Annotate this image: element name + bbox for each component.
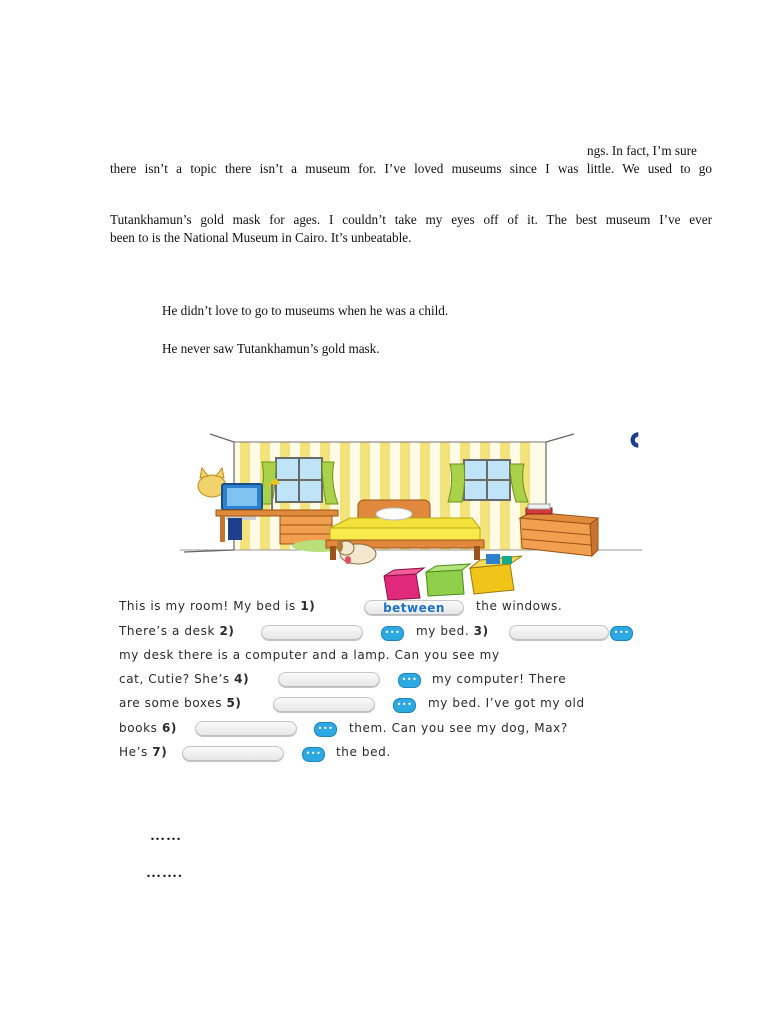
blank-number: 1) (300, 599, 316, 613)
dresser-illustration (520, 504, 598, 556)
bedroom-illustration (180, 428, 642, 600)
statement-1: He didn’t love to go to museums when he was a child. (162, 303, 449, 318)
answer-blank-4[interactable] (278, 672, 380, 688)
exercise-line-1b: the windows. (476, 599, 563, 613)
statement-2: He never saw Tutankhamun’s gold mask. (162, 341, 380, 356)
ellipsis-1: …… (150, 828, 182, 844)
passage-line-1: there isn’t a topic there isn’t a museum for. I’ve loved museums since I was little. We used to go (110, 161, 712, 176)
answer-blank-6[interactable] (195, 721, 297, 737)
answer-blank-1[interactable]: between (364, 600, 464, 616)
blank-number: 3) (473, 624, 489, 638)
blank-number: 4) (234, 672, 250, 686)
exercise-line-4 (119, 672, 249, 686)
passage-line-2: Tutankhamun’s gold mask for ages. I couldn’t take my eyes off of it. The best museum I’ve ever (110, 212, 712, 227)
passage-line-3: been to is the National Museum in Cairo. It’s unbeatable. (110, 230, 412, 245)
left-window (258, 458, 338, 504)
boxes-illustration (384, 554, 522, 600)
exercise-line-2b (416, 624, 489, 638)
ellipsis-2: ……. (146, 865, 183, 881)
audio-button-7[interactable]: ••• (302, 747, 325, 762)
exercise-line-7b: the bed. (336, 745, 391, 759)
blank-number: 7) (152, 745, 168, 759)
speaker-icon (628, 430, 640, 450)
exercise-line-7 (119, 745, 167, 759)
exercise-text: are some boxes (119, 696, 223, 710)
audio-button-4[interactable]: ••• (398, 673, 421, 688)
exercise-line-1 (119, 599, 315, 613)
audio-button-5[interactable]: ••• (393, 698, 416, 713)
exercise-line-5 (119, 696, 242, 710)
blank-number: 5) (226, 696, 242, 710)
exercise-line-5b: my bed. I’ve got my old (428, 696, 585, 710)
audio-button-2[interactable]: ••• (381, 626, 404, 641)
right-window (448, 460, 528, 502)
exercise-text: This is my room! My bed is (119, 599, 296, 613)
exercise-line-6 (119, 721, 177, 735)
exercise-line-6b: them. Can you see my dog, Max? (349, 721, 568, 735)
exercise-text: cat, Cutie? She’s (119, 672, 230, 686)
exercise-text: books (119, 721, 158, 735)
answer-blank-7[interactable] (182, 746, 284, 762)
passage-fragment: ngs. In fact, I’m sure (587, 143, 697, 158)
answer-blank-2[interactable] (261, 625, 363, 641)
blank-number: 2) (219, 624, 235, 638)
exercise-line-2 (119, 624, 235, 638)
exercise-line-3: my desk there is a computer and a lamp. Can you see my (119, 648, 500, 662)
exercise-text: There’s a desk (119, 624, 216, 638)
answer-blank-3[interactable] (509, 625, 609, 641)
answer-blank-5[interactable] (273, 697, 375, 713)
exercise-text: my bed. (416, 624, 470, 638)
exercise-text: He’s (119, 745, 148, 759)
blank-number: 6) (161, 721, 177, 735)
audio-button-6[interactable]: ••• (314, 722, 337, 737)
audio-button-3[interactable]: ••• (610, 626, 633, 641)
exercise-line-4b: my computer! There (432, 672, 567, 686)
